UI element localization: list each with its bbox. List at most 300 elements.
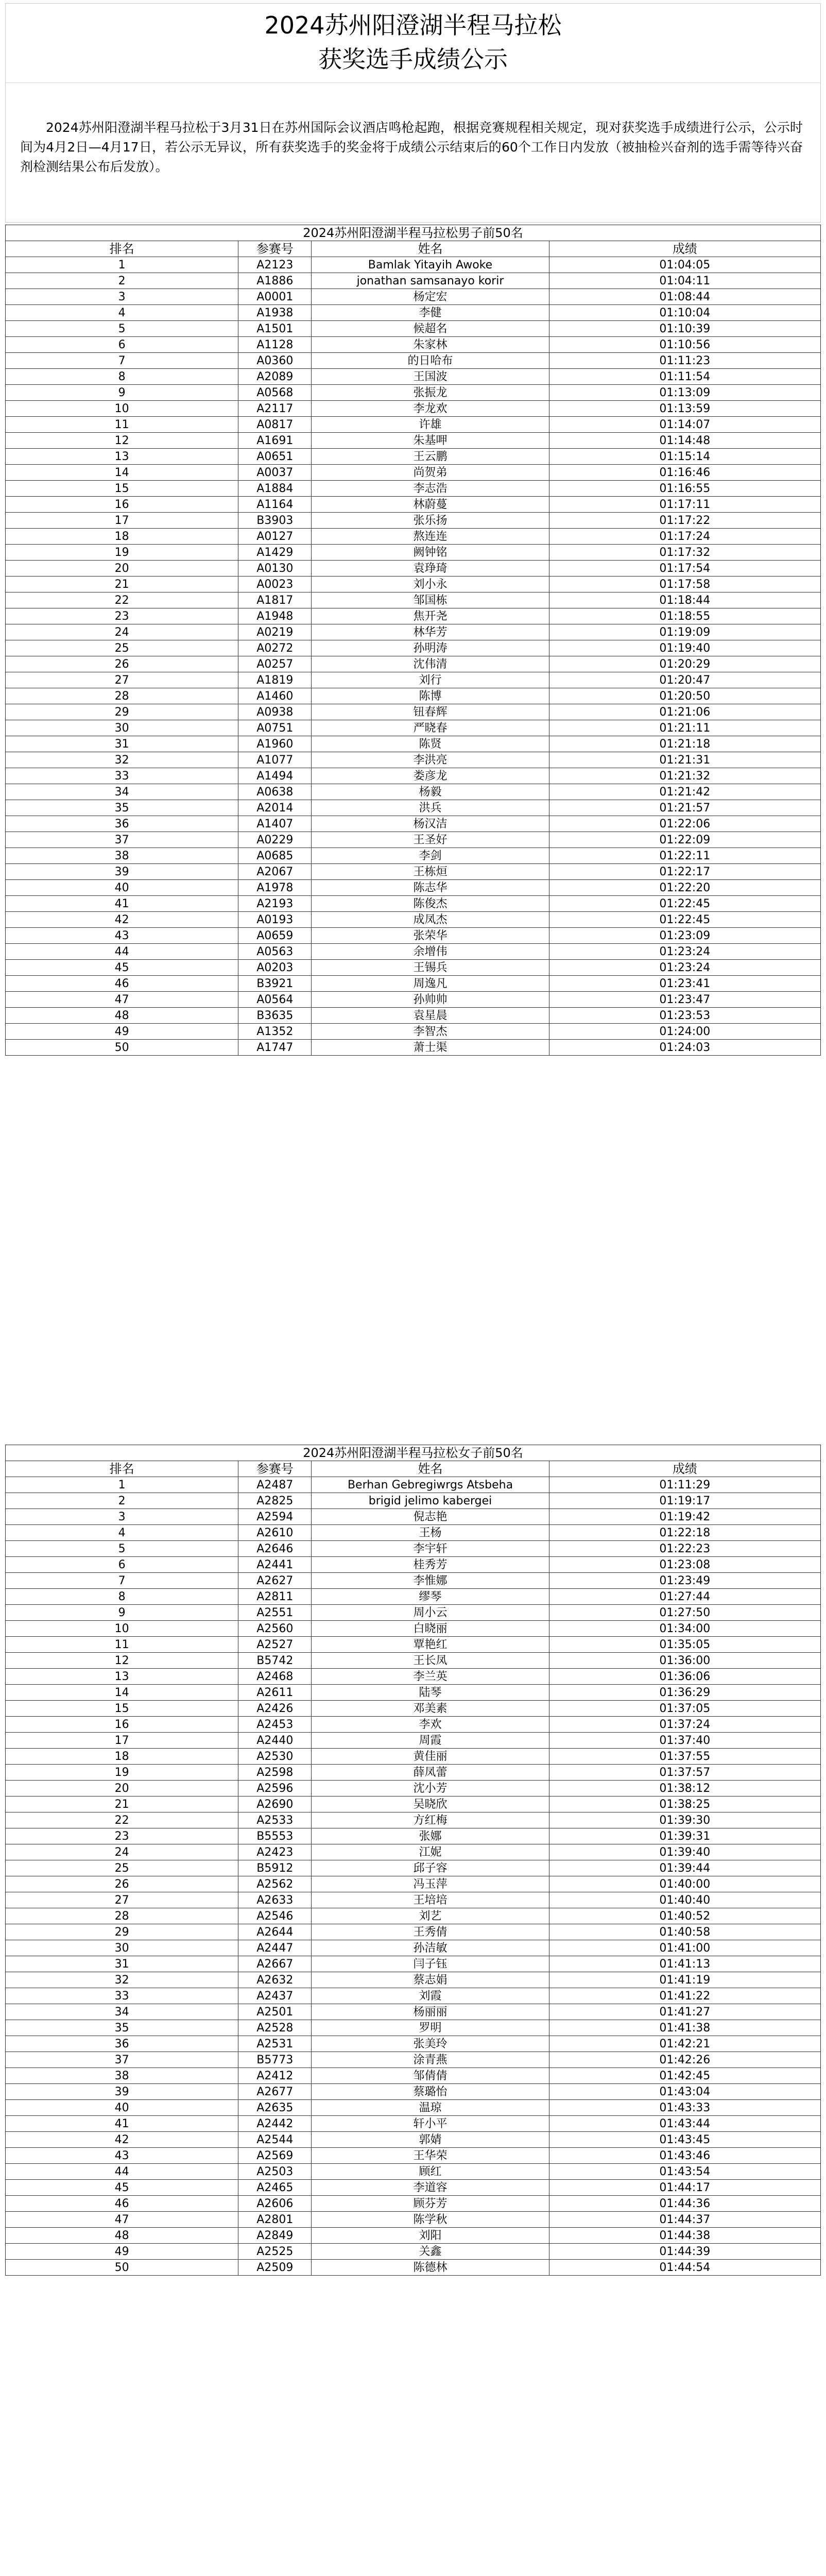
name-cell: 张乐扬 xyxy=(312,513,549,529)
bib-cell: A2569 xyxy=(238,2148,312,2164)
bib-cell: A2412 xyxy=(238,2068,312,2084)
time-cell: 01:21:06 xyxy=(549,704,820,720)
bib-cell: A0219 xyxy=(238,624,312,640)
time-cell: 01:44:39 xyxy=(549,2244,820,2260)
name-cell: 陈学秋 xyxy=(312,2212,549,2228)
name-cell: 林蔚蔓 xyxy=(312,497,549,513)
name-cell: 王云鹏 xyxy=(312,449,549,465)
name-cell: 闫子钰 xyxy=(312,1956,549,1972)
table-row xyxy=(6,449,821,465)
name-cell: 尚贺弟 xyxy=(312,465,549,481)
time-cell: 01:22:20 xyxy=(549,880,820,896)
bib-cell: A2487 xyxy=(238,1477,312,1493)
rank-cell: 47 xyxy=(6,992,238,1008)
bib-cell: A2437 xyxy=(238,1988,312,2004)
table-row xyxy=(6,2132,821,2148)
time-cell: 01:17:22 xyxy=(549,513,820,529)
bib-cell: A0564 xyxy=(238,992,312,1008)
name-cell: 袁琤琦 xyxy=(312,561,549,577)
rank-cell: 28 xyxy=(6,688,238,704)
bib-cell: B5553 xyxy=(238,1828,312,1844)
time-cell: 01:19:17 xyxy=(549,1493,820,1509)
bib-cell: A2644 xyxy=(238,1924,312,1940)
table-row xyxy=(6,848,821,864)
time-cell: 01:15:14 xyxy=(549,449,820,465)
bib-cell: A2606 xyxy=(238,2196,312,2212)
time-cell: 01:41:19 xyxy=(549,1972,820,1988)
women-table-caption: 2024苏州阳澄湖半程马拉松女子前50名 xyxy=(6,1445,821,1461)
rank-cell: 8 xyxy=(6,1589,238,1605)
time-cell: 01:11:29 xyxy=(549,1477,820,1493)
rank-cell: 28 xyxy=(6,1908,238,1924)
table-row xyxy=(6,369,821,385)
bib-cell: A1747 xyxy=(238,1040,312,1056)
time-cell: 01:42:21 xyxy=(549,2036,820,2052)
time-cell: 01:40:58 xyxy=(549,1924,820,1940)
bib-cell: A0638 xyxy=(238,784,312,800)
bib-cell: A1429 xyxy=(238,545,312,561)
bib-cell: A0037 xyxy=(238,465,312,481)
table-row xyxy=(6,577,821,592)
name-cell: 李志浩 xyxy=(312,481,549,497)
bib-cell: A2594 xyxy=(238,1509,312,1525)
rank-cell: 44 xyxy=(6,944,238,960)
bib-cell: A0127 xyxy=(238,529,312,545)
col-header-bib: 参赛号 xyxy=(238,241,312,257)
bib-cell: A1948 xyxy=(238,608,312,624)
bib-cell: A0659 xyxy=(238,928,312,944)
rank-cell: 36 xyxy=(6,2036,238,2052)
time-cell: 01:37:05 xyxy=(549,1701,820,1717)
rank-cell: 23 xyxy=(6,1828,238,1844)
rank-cell: 46 xyxy=(6,976,238,992)
time-cell: 01:18:44 xyxy=(549,592,820,608)
rank-cell: 37 xyxy=(6,832,238,848)
name-cell: 李剑 xyxy=(312,848,549,864)
time-cell: 01:44:54 xyxy=(549,2260,820,2276)
bib-cell: B5912 xyxy=(238,1860,312,1876)
rank-cell: 16 xyxy=(6,497,238,513)
rank-cell: 50 xyxy=(6,2260,238,2276)
bib-cell: A2633 xyxy=(238,1892,312,1908)
table-row xyxy=(6,976,821,992)
rank-cell: 13 xyxy=(6,1669,238,1685)
men-table-caption: 2024苏州阳澄湖半程马拉松男子前50名 xyxy=(6,225,821,241)
table-row xyxy=(6,1812,821,1828)
rank-cell: 24 xyxy=(6,624,238,640)
rank-cell: 38 xyxy=(6,848,238,864)
bib-cell: A1128 xyxy=(238,337,312,353)
name-cell: 张荣华 xyxy=(312,928,549,944)
name-cell: 的日哈布 xyxy=(312,353,549,369)
name-cell: 刘艺 xyxy=(312,1908,549,1924)
name-cell: 郭婧 xyxy=(312,2132,549,2148)
name-cell: 顾芬芳 xyxy=(312,2196,549,2212)
table-row xyxy=(6,640,821,656)
rank-cell: 41 xyxy=(6,896,238,912)
name-cell: 陈贤 xyxy=(312,736,549,752)
time-cell: 01:22:45 xyxy=(549,896,820,912)
rank-cell: 3 xyxy=(6,289,238,305)
name-cell: 李健 xyxy=(312,305,549,321)
time-cell: 01:27:50 xyxy=(549,1605,820,1621)
table-row xyxy=(6,2260,821,2276)
name-cell: 孙明涛 xyxy=(312,640,549,656)
time-cell: 01:23:53 xyxy=(549,1008,820,1024)
table-row xyxy=(6,1972,821,1988)
rank-cell: 36 xyxy=(6,816,238,832)
table-row xyxy=(6,624,821,640)
name-cell: 周霞 xyxy=(312,1733,549,1749)
table-row xyxy=(6,1557,821,1573)
name-cell: 李洪亮 xyxy=(312,752,549,768)
bib-cell: A2801 xyxy=(238,2212,312,2228)
rank-cell: 2 xyxy=(6,1493,238,1509)
time-cell: 01:20:47 xyxy=(549,672,820,688)
time-cell: 01:39:40 xyxy=(549,1844,820,1860)
name-cell: 刘行 xyxy=(312,672,549,688)
rank-cell: 21 xyxy=(6,1797,238,1812)
table-row xyxy=(6,465,821,481)
bib-cell: A2690 xyxy=(238,1797,312,1812)
bib-cell: A1691 xyxy=(238,433,312,449)
name-cell: 覃艳红 xyxy=(312,1637,549,1653)
bib-cell: A0193 xyxy=(238,912,312,928)
col-header-rank: 排名 xyxy=(6,1461,238,1477)
rank-cell: 23 xyxy=(6,608,238,624)
time-cell: 01:41:13 xyxy=(549,1956,820,1972)
bib-cell: A0938 xyxy=(238,704,312,720)
title-block xyxy=(5,3,821,83)
rank-cell: 45 xyxy=(6,960,238,976)
time-cell: 01:24:03 xyxy=(549,1040,820,1056)
bib-cell: A1938 xyxy=(238,305,312,321)
table-row xyxy=(6,1701,821,1717)
table-row xyxy=(6,704,821,720)
name-cell: 萧士渠 xyxy=(312,1040,549,1056)
table-row xyxy=(6,1860,821,1876)
table-row xyxy=(6,592,821,608)
name-cell: 桂秀芳 xyxy=(312,1557,549,1573)
table-row xyxy=(6,1493,821,1509)
time-cell: 01:21:11 xyxy=(549,720,820,736)
name-cell: 王秀倩 xyxy=(312,1924,549,1940)
name-cell: 邱子容 xyxy=(312,1860,549,1876)
name-cell: 陈博 xyxy=(312,688,549,704)
rank-cell: 44 xyxy=(6,2164,238,2180)
table-row xyxy=(6,1685,821,1701)
rank-cell: 13 xyxy=(6,449,238,465)
bib-cell: A1884 xyxy=(238,481,312,497)
time-cell: 01:19:40 xyxy=(549,640,820,656)
bib-cell: A2646 xyxy=(238,1541,312,1557)
bib-cell: A1077 xyxy=(238,752,312,768)
time-cell: 01:21:18 xyxy=(549,736,820,752)
name-cell: 江妮 xyxy=(312,1844,549,1860)
table-row xyxy=(6,257,821,273)
table-row xyxy=(6,1892,821,1908)
bib-cell: A0360 xyxy=(238,353,312,369)
name-cell: 钮春辉 xyxy=(312,704,549,720)
time-cell: 01:22:06 xyxy=(549,816,820,832)
rank-cell: 32 xyxy=(6,752,238,768)
rank-cell: 22 xyxy=(6,1812,238,1828)
time-cell: 01:41:00 xyxy=(549,1940,820,1956)
table-row xyxy=(6,1008,821,1024)
bib-cell: A1164 xyxy=(238,497,312,513)
name-cell: 焦开尧 xyxy=(312,608,549,624)
time-cell: 01:34:00 xyxy=(549,1621,820,1637)
table-row xyxy=(6,2212,821,2228)
name-cell: 黄佳丽 xyxy=(312,1749,549,1765)
time-cell: 01:20:50 xyxy=(549,688,820,704)
rank-cell: 26 xyxy=(6,1876,238,1892)
time-cell: 01:13:09 xyxy=(549,385,820,401)
table-row xyxy=(6,800,821,816)
rank-cell: 2 xyxy=(6,273,238,289)
time-cell: 01:36:29 xyxy=(549,1685,820,1701)
rank-cell: 5 xyxy=(6,321,238,337)
bib-cell: A1960 xyxy=(238,736,312,752)
table-row xyxy=(6,1637,821,1653)
table-row xyxy=(6,2148,821,2164)
table-row xyxy=(6,321,821,337)
name-cell: 倪志艳 xyxy=(312,1509,549,1525)
time-cell: 01:27:44 xyxy=(549,1589,820,1605)
table-row xyxy=(6,912,821,928)
bib-cell: A1407 xyxy=(238,816,312,832)
bib-cell: A2089 xyxy=(238,369,312,385)
bib-cell: A2117 xyxy=(238,401,312,417)
time-cell: 01:23:24 xyxy=(549,944,820,960)
name-cell: 陈俊杰 xyxy=(312,896,549,912)
rank-cell: 26 xyxy=(6,656,238,672)
bib-cell: A2440 xyxy=(238,1733,312,1749)
col-header-rank: 排名 xyxy=(6,241,238,257)
bib-cell: A2014 xyxy=(238,800,312,816)
name-cell: 孙洁敏 xyxy=(312,1940,549,1956)
bib-cell: A1817 xyxy=(238,592,312,608)
table-row xyxy=(6,720,821,736)
rank-cell: 34 xyxy=(6,2004,238,2020)
name-cell: 陈德林 xyxy=(312,2260,549,2276)
rank-cell: 18 xyxy=(6,1749,238,1765)
rank-cell: 35 xyxy=(6,2020,238,2036)
bib-cell: A2611 xyxy=(238,1685,312,1701)
time-cell: 01:38:12 xyxy=(549,1781,820,1797)
rank-cell: 50 xyxy=(6,1040,238,1056)
col-header-name: 姓名 xyxy=(312,241,549,257)
time-cell: 01:10:04 xyxy=(549,305,820,321)
table-row xyxy=(6,273,821,289)
name-cell: 朱基呷 xyxy=(312,433,549,449)
time-cell: 01:16:55 xyxy=(549,481,820,497)
time-cell: 01:16:46 xyxy=(549,465,820,481)
time-cell: 01:17:32 xyxy=(549,545,820,561)
table-row xyxy=(6,768,821,784)
bib-cell: A2442 xyxy=(238,2116,312,2132)
time-cell: 01:22:18 xyxy=(549,1525,820,1541)
rank-cell: 6 xyxy=(6,1557,238,1573)
name-cell: 候超名 xyxy=(312,321,549,337)
time-cell: 01:42:26 xyxy=(549,2052,820,2068)
table-row xyxy=(6,896,821,912)
bib-cell: A2627 xyxy=(238,1573,312,1589)
bib-cell: A0023 xyxy=(238,577,312,592)
bib-cell: A0272 xyxy=(238,640,312,656)
bib-cell: A0257 xyxy=(238,656,312,672)
name-cell: 白晓丽 xyxy=(312,1621,549,1637)
rank-cell: 34 xyxy=(6,784,238,800)
table-row xyxy=(6,2100,821,2116)
bib-cell: A0001 xyxy=(238,289,312,305)
rank-cell: 42 xyxy=(6,912,238,928)
rank-cell: 35 xyxy=(6,800,238,816)
rank-cell: 40 xyxy=(6,2100,238,2116)
bib-cell: A2423 xyxy=(238,1844,312,1860)
table-row xyxy=(6,992,821,1008)
bib-cell: A0203 xyxy=(238,960,312,976)
name-cell: 邓美素 xyxy=(312,1701,549,1717)
name-cell: 张娜 xyxy=(312,1828,549,1844)
table-row xyxy=(6,545,821,561)
name-cell: 王培培 xyxy=(312,1892,549,1908)
bib-cell: A2825 xyxy=(238,1493,312,1509)
bib-cell: A2465 xyxy=(238,2180,312,2196)
table-row xyxy=(6,1589,821,1605)
bib-cell: A0685 xyxy=(238,848,312,864)
name-cell: 成凤杰 xyxy=(312,912,549,928)
table-row xyxy=(6,1541,821,1557)
rank-cell: 19 xyxy=(6,545,238,561)
rank-cell: 22 xyxy=(6,592,238,608)
rank-cell: 48 xyxy=(6,2228,238,2244)
bib-cell: A0130 xyxy=(238,561,312,577)
time-cell: 01:43:04 xyxy=(549,2084,820,2100)
bib-cell: A2849 xyxy=(238,2228,312,2244)
table-row xyxy=(6,928,821,944)
name-cell: 余增伟 xyxy=(312,944,549,960)
bib-cell: A0817 xyxy=(238,417,312,433)
name-cell: 王栋烜 xyxy=(312,864,549,880)
table-row xyxy=(6,529,821,545)
table-row xyxy=(6,1956,821,1972)
bib-cell: A2811 xyxy=(238,1589,312,1605)
bib-cell: A2509 xyxy=(238,2260,312,2276)
rank-cell: 20 xyxy=(6,1781,238,1797)
rank-cell: 8 xyxy=(6,369,238,385)
name-cell: 李惟娜 xyxy=(312,1573,549,1589)
rank-cell: 15 xyxy=(6,481,238,497)
name-cell: 薛凤蕾 xyxy=(312,1765,549,1781)
name-cell: 王长凤 xyxy=(312,1653,549,1669)
bib-cell: A2067 xyxy=(238,864,312,880)
name-cell: 许雄 xyxy=(312,417,549,433)
table-row xyxy=(6,1573,821,1589)
col-header-time: 成绩 xyxy=(549,241,820,257)
name-cell: 杨汉洁 xyxy=(312,816,549,832)
bib-cell: A2544 xyxy=(238,2132,312,2148)
table-row xyxy=(6,1733,821,1749)
name-cell: 李兰英 xyxy=(312,1669,549,1685)
name-cell: 温琼 xyxy=(312,2100,549,2116)
rank-cell: 41 xyxy=(6,2116,238,2132)
bib-cell: A2610 xyxy=(238,1525,312,1541)
name-cell: 邹倩倩 xyxy=(312,2068,549,2084)
table-row xyxy=(6,2196,821,2212)
name-cell: brigid jelimo kabergei xyxy=(312,1493,549,1509)
name-cell: 娄彦龙 xyxy=(312,768,549,784)
name-cell: 张振龙 xyxy=(312,385,549,401)
name-cell: 关鑫 xyxy=(312,2244,549,2260)
rank-cell: 7 xyxy=(6,353,238,369)
name-cell: 沈伟清 xyxy=(312,656,549,672)
table-row xyxy=(6,401,821,417)
rank-cell: 12 xyxy=(6,1653,238,1669)
time-cell: 01:23:09 xyxy=(549,928,820,944)
table-row xyxy=(6,944,821,960)
rank-cell: 37 xyxy=(6,2052,238,2068)
name-cell: 王锡兵 xyxy=(312,960,549,976)
bib-cell: A1819 xyxy=(238,672,312,688)
table-row xyxy=(6,688,821,704)
table-row xyxy=(6,513,821,529)
time-cell: 01:17:24 xyxy=(549,529,820,545)
rank-cell: 15 xyxy=(6,1701,238,1717)
table-row xyxy=(6,672,821,688)
time-cell: 01:40:52 xyxy=(549,1908,820,1924)
time-cell: 01:35:05 xyxy=(549,1637,820,1653)
name-cell: 阙钟铭 xyxy=(312,545,549,561)
table-row xyxy=(6,1477,821,1493)
rank-cell: 33 xyxy=(6,1988,238,2004)
bib-cell: A0568 xyxy=(238,385,312,401)
time-cell: 01:43:54 xyxy=(549,2164,820,2180)
time-cell: 01:20:29 xyxy=(549,656,820,672)
rank-cell: 10 xyxy=(6,1621,238,1637)
name-cell: 李龙欢 xyxy=(312,401,549,417)
rank-cell: 12 xyxy=(6,433,238,449)
name-cell: 吴晓欣 xyxy=(312,1797,549,1812)
name-cell: 林华芳 xyxy=(312,624,549,640)
rank-cell: 32 xyxy=(6,1972,238,1988)
time-cell: 01:43:44 xyxy=(549,2116,820,2132)
time-cell: 01:11:23 xyxy=(549,353,820,369)
name-cell: 王华荣 xyxy=(312,2148,549,2164)
bib-cell: A2503 xyxy=(238,2164,312,2180)
bib-cell: A2560 xyxy=(238,1621,312,1637)
time-cell: 01:43:33 xyxy=(549,2100,820,2116)
name-cell: 蔡志娟 xyxy=(312,1972,549,1988)
name-cell: 陆琴 xyxy=(312,1685,549,1701)
rank-cell: 29 xyxy=(6,1924,238,1940)
rank-cell: 42 xyxy=(6,2132,238,2148)
bib-cell: A2667 xyxy=(238,1956,312,1972)
bib-cell: A1352 xyxy=(238,1024,312,1040)
time-cell: 01:21:31 xyxy=(549,752,820,768)
table-row xyxy=(6,561,821,577)
bib-cell: A2596 xyxy=(238,1781,312,1797)
bib-cell: A1501 xyxy=(238,321,312,337)
bib-cell: B3635 xyxy=(238,1008,312,1024)
time-cell: 01:44:17 xyxy=(549,2180,820,2196)
rank-cell: 33 xyxy=(6,768,238,784)
table-row xyxy=(6,417,821,433)
time-cell: 01:23:08 xyxy=(549,1557,820,1573)
name-cell: 冯玉萍 xyxy=(312,1876,549,1892)
bib-cell: A2527 xyxy=(238,1637,312,1653)
time-cell: 01:23:49 xyxy=(549,1573,820,1589)
